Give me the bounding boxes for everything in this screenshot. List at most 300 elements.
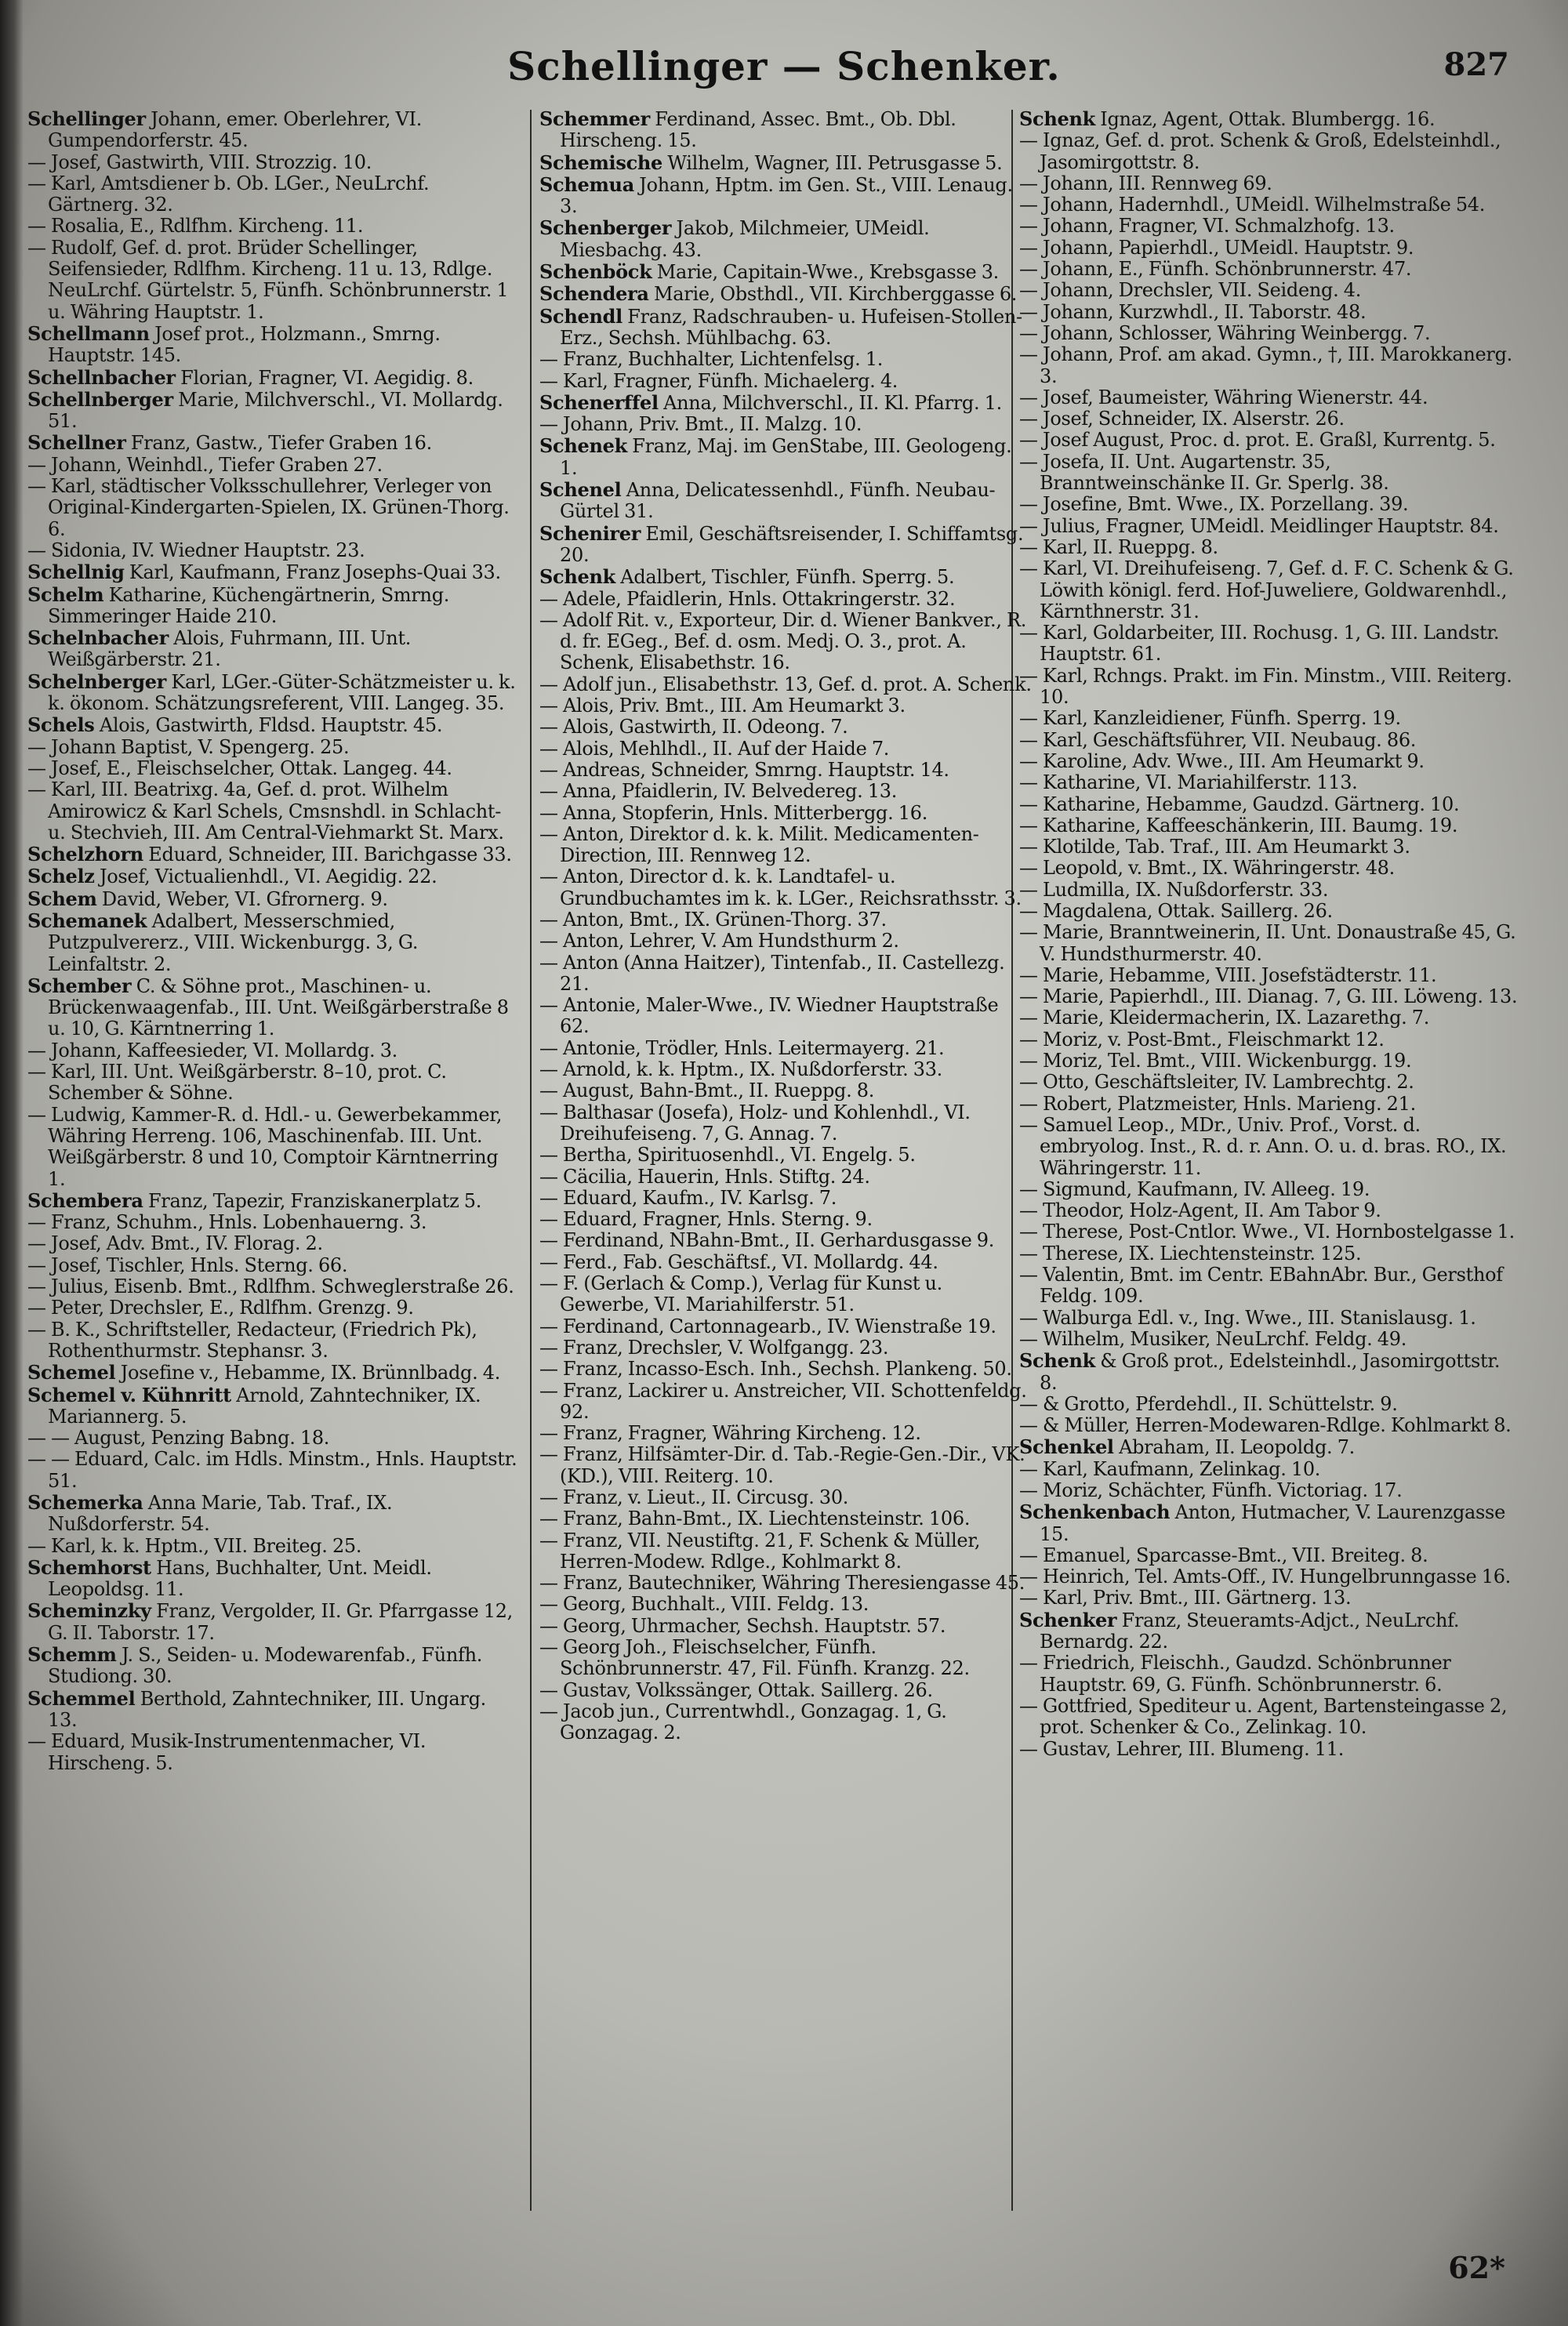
entry-surname: Schemmel: [27, 1686, 136, 1710]
directory-entry: [1019, 173, 1521, 194]
directory-entry: [1019, 1459, 1521, 1480]
directory-entry: [1019, 344, 1521, 387]
entry-text: Abraham, II. Leopoldg. 7.: [1113, 1436, 1356, 1459]
directory-entry: [539, 1381, 1032, 1424]
entry-text: — Johann, E., Fünfh. Schönbrunnerstr. 47.: [1019, 258, 1412, 281]
entry-surname: Schemel v. Kühnritt: [27, 1383, 231, 1406]
directory-entry: [539, 1167, 1032, 1188]
directory-entry: [27, 865, 520, 887]
entry-text: — Gustav, Lehrer, III. Blumeng. 11.: [1019, 1737, 1345, 1760]
directory-entry: [1019, 1094, 1521, 1115]
entry-text: Katharine, Küchengärtnerin, Smrng. Simmeringer Haide 210.: [48, 583, 450, 627]
entry-surname: Schembera: [27, 1188, 143, 1212]
entry-text: — Karl, städtischer Volksschullehrer, Verleger von Original-Kindergarten-Spielen, IX. Grünen-Thorg. 6.: [27, 475, 510, 540]
directory-entry: [27, 779, 520, 844]
entry-text: Franz, Vergolder, II. Gr. Pfarrgasse 12, G. II. Taborstr. 17.: [48, 1600, 513, 1644]
entry-text: — Otto, Geschäftsleiter, IV. Lambrechtg. 2.: [1019, 1071, 1414, 1094]
directory-entry: [539, 1209, 1032, 1230]
entry-surname: Schellner: [27, 431, 126, 455]
entry-text: — Karl, III. Beatrixg. 4a, Gef. d. prot. Wilhelm Amirowicz & Karl Schels, Cmsnshdl. in Schlacht- u. Stechvieh, III. Am Central-Viehmarkt St. Marx.: [27, 778, 504, 844]
entry-text: Ignaz, Agent, Ottak. Blumbergg. 16.: [1094, 108, 1436, 130]
entry-text: — Franz, Drechsler, V. Wolfgangg. 23.: [539, 1336, 889, 1359]
entry-text: — Georg, Buchhalt., VIII. Feldg. 13.: [539, 1593, 869, 1616]
directory-entry: [539, 1188, 1032, 1209]
directory-entry: [27, 1644, 520, 1688]
directory-entry: [27, 1255, 520, 1276]
directory-entry: [27, 1319, 520, 1363]
directory-entry: [1019, 986, 1521, 1007]
directory-entry: [1019, 622, 1521, 666]
entry-text: — — August, Penzing Babng. 18.: [27, 1427, 330, 1450]
directory-entry: [1019, 1653, 1521, 1696]
entry-text: — Alois, Mehlhdl., II. Auf der Haide 7.: [539, 737, 890, 760]
entry-surname: Schenkel: [1019, 1435, 1114, 1459]
entry-text: — Josef, Tischler, Hnls. Sterng. 66.: [27, 1254, 348, 1276]
entry-text: — B. K., Schriftsteller, Redacteur, (Friedrich Pk), Rothenthurmstr. Stephansr. 3.: [27, 1318, 477, 1362]
entry-text: C. & Söhne prot., Maschinen- u. Brückenwaagenfab., III. Unt. Weißgärberstraße 8 u. 10, G. Kärntnerring 1.: [48, 974, 509, 1040]
directory-entry: [539, 217, 1032, 261]
entry-text: — August, Bahn-Bmt., II. Rueppg. 8.: [539, 1080, 875, 1102]
entry-surname: Schellnberger: [27, 387, 173, 411]
entry-surname: Schenböck: [539, 260, 652, 284]
column-left: [27, 108, 520, 2209]
directory-entry: [27, 1428, 520, 1449]
directory-entry: [539, 349, 1032, 370]
directory-entry: [1019, 858, 1521, 879]
entry-text: — Ignaz, Gef. d. prot. Schenk & Groß, Edelsteinhdl., Jasomirgottstr. 8.: [1019, 129, 1501, 173]
directory-entry: [27, 671, 520, 715]
directory-entry: [27, 584, 520, 628]
book-spine-shadow: [0, 0, 24, 2326]
directory-entry: [1019, 815, 1521, 836]
directory-entry: [1019, 494, 1521, 515]
directory-entry: [27, 1105, 520, 1190]
directory-entry: [539, 1230, 1032, 1251]
entry-surname: Schenel: [539, 478, 622, 502]
page-title: Schellinger — Schenker.: [507, 43, 1061, 89]
directory-entry: [539, 283, 1032, 305]
entry-text: — Johann, Papierhdl., UMeidl. Hauptstr. 9.: [1019, 236, 1414, 259]
entry-text: Jakob, Milchmeier, UMeidl. Miesbachg. 43.: [560, 217, 930, 261]
directory-entry: [27, 216, 520, 237]
entry-text: Anna Marie, Tab. Traf., IX. Nußdorferstr. 54.: [48, 1492, 393, 1536]
entry-text: — Magdalena, Ottak. Saillerg. 26.: [1019, 899, 1333, 922]
entry-text: — Karl, Geschäftsführer, VII. Neubaug. 86.: [1019, 728, 1417, 751]
directory-entry: [1019, 751, 1521, 772]
directory-entry: [539, 1273, 1032, 1316]
directory-entry: [1019, 1200, 1521, 1221]
entry-text: — Eduard, Fragner, Hnls. Sterng. 9.: [539, 1208, 873, 1231]
directory-entry: [539, 1680, 1032, 1701]
entry-text: Franz, Tapezir, Franziskanerplatz 5.: [143, 1189, 482, 1212]
entry-text: Adalbert, Messerschmied, Putzpulvererz., VIII. Wickenburgg. 3, G. Leinfaltstr. 2.: [48, 909, 419, 975]
entry-text: — Leopold, v. Bmt., IX. Währingerstr. 48.: [1019, 857, 1395, 880]
directory-entry: [1019, 794, 1521, 815]
directory-entry: [539, 1145, 1032, 1166]
entry-surname: Schenker: [1019, 1608, 1117, 1631]
entry-text: — Josef, Schneider, IX. Alserstr. 26.: [1019, 408, 1345, 430]
directory-entry: [539, 1080, 1032, 1101]
entry-text: — Josef, E., Fleischselcher, Ottak. Langeg. 44.: [27, 757, 452, 779]
entry-text: — Karl, III. Unt. Weißgärberstr. 8–10, prot. C. Schember & Söhne.: [27, 1061, 447, 1105]
entry-surname: Schelz: [27, 865, 95, 888]
entry-text: — & Grotto, Pferdehdl., II. Schüttelstr. 9.: [1019, 1392, 1398, 1415]
directory-entry: [1019, 880, 1521, 901]
directory-entry: [539, 1508, 1032, 1529]
directory-entry: [539, 995, 1032, 1038]
entry-text: — Anton, Director d. k. k. Landtafel- u. Grundbuchamtes im k. k. LGer., Reichsrathsstr. 3.: [539, 865, 1022, 909]
entry-text: — Johann, Drechsler, VII. Seideng. 4.: [1019, 279, 1362, 302]
entry-text: — Karl, Amtsdiener b. Ob. LGer., NeuLrchf. Gärtnerg. 32.: [27, 172, 430, 216]
entry-text: — Marie, Branntweinerin, II. Unt. Donaustraße 45, G. V. Hundsthurmerstr. 40.: [1019, 921, 1516, 965]
entry-surname: Schemmer: [539, 108, 650, 130]
directory-entry: [1019, 1501, 1521, 1545]
entry-text: — Anton, Bmt., IX. Grünen-Thorg. 37.: [539, 908, 887, 931]
entry-text: — Franz, Schuhm., Hnls. Lobenhauerng. 3.: [27, 1211, 427, 1234]
entry-surname: Schenk: [539, 565, 615, 589]
entry-text: — Franz, VII. Neustiftg. 21, F. Schenk & Müller, Herren-Modew. Rdlge., Kohlmarkt 8.: [539, 1529, 981, 1573]
directory-entry: [27, 1040, 520, 1061]
directory-entry: [27, 1449, 520, 1492]
entry-text: — Klotilde, Tab. Traf., III. Am Heumarkt 3.: [1019, 836, 1410, 858]
entry-text: — Marie, Kleidermacherin, IX. Lazarethg. 7.: [1019, 1007, 1430, 1029]
directory-entry: [539, 174, 1032, 218]
entry-surname: Schenek: [539, 434, 627, 458]
entry-text: — Franz, Bahn-Bmt., IX. Liechtensteinstr. 106.: [539, 1508, 971, 1530]
entry-text: Johann, emer. Oberlehrer, VI. Gumpendorferstr. 45.: [48, 108, 423, 152]
entry-text: — Jacob jun., Currentwhdl., Gonzagag. 1, G. Gonzagag. 2.: [539, 1700, 947, 1744]
directory-entry: [539, 866, 1032, 909]
directory-entry: [539, 760, 1032, 781]
entry-text: — Sidonia, IV. Wiedner Hauptstr. 23.: [27, 539, 365, 561]
entry-text: — Josefa, II. Unt. Augartenstr. 35, Branntweinschänke II. Gr. Sperlg. 38.: [1019, 450, 1389, 495]
column-divider: [530, 110, 532, 2211]
directory-entry: [1019, 238, 1521, 259]
entry-surname: Schendl: [539, 304, 622, 328]
directory-entry: [539, 1337, 1032, 1359]
entry-text: — Ludwig, Kammer-R. d. Hdl.- u. Gewerbekammer, Währing Herreng. 106, Maschinenfab. III. Unt. Weißgärberstr. 8 und 10, Comptoir Kärntnerring 1.: [27, 1103, 503, 1190]
entry-text: — Karl, k. k. Hptm., VII. Breiteg. 25.: [27, 1534, 362, 1557]
directory-entry: [1019, 280, 1521, 301]
directory-entry: [1019, 708, 1521, 729]
directory-entry: [1019, 108, 1521, 130]
entry-text: — Peter, Drechsler, E., Rdlfhm. Grenzg. 9.: [27, 1297, 414, 1319]
directory-entry: [1019, 730, 1521, 751]
directory-entry: [1019, 558, 1521, 622]
entry-text: Josefine v., Hebamme, IX. Brünnlbadg. 4.: [115, 1362, 501, 1384]
entry-text: — Johann, Priv. Bmt., II. Malzg. 10.: [539, 413, 862, 436]
entry-text: J. S., Seiden- u. Modewarenfab., Fünfh. Studiong. 30.: [48, 1644, 483, 1688]
directory-entry: [1019, 1072, 1521, 1093]
entry-text: Franz, Gastw., Tiefer Graben 16.: [125, 432, 432, 455]
entry-surname: Schellmann: [27, 321, 150, 345]
entry-text: — Gottfried, Spediteur u. Agent, Bartensteingasse 2, prot. Schenker & Co., Zelinkag. 10.: [1019, 1694, 1508, 1739]
directory-entry: [27, 1362, 520, 1384]
entry-text: — Karoline, Adv. Wwe., III. Am Heumarkt 9.: [1019, 749, 1425, 772]
directory-entry: [1019, 408, 1521, 430]
entry-text: — Therese, IX. Liechtensteinstr. 125.: [1019, 1242, 1362, 1265]
directory-entry: [539, 1573, 1032, 1594]
directory-entry: [1019, 452, 1521, 495]
directory-entry: [539, 674, 1032, 695]
entry-text: Karl, LGer.-Güter-Schätzmeister u. k. k. ökonom. Schätzungsreferent, VIII. Langeg. 35.: [48, 670, 516, 715]
directory-entry: [27, 455, 520, 476]
entry-text: Franz, Radschrauben- u. Hufeisen-Stollen-Erz., Sechsh. Mühlbachg. 63.: [560, 305, 1022, 349]
entry-text: — Adolf jun., Elisabethstr. 13, Gef. d. prot. A. Schenk.: [539, 673, 1032, 695]
entry-text: Anna, Delicatessenhdl., Fünfh. Neubau-Gürtel 31.: [560, 479, 996, 523]
entry-text: Berthold, Zahntechniker, III. Ungarg. 13.: [48, 1687, 486, 1731]
entry-text: — Franz, v. Lieut., II. Circusg. 30.: [539, 1486, 849, 1508]
entry-text: — Wilhelm, Musiker, NeuLrchf. Feldg. 49.: [1019, 1327, 1407, 1350]
directory-entry: [1019, 1696, 1521, 1739]
directory-entry: [539, 1637, 1032, 1680]
entry-text: — Johann, Fragner, VI. Schmalzhofg. 13.: [1019, 215, 1395, 238]
directory-entry: [539, 1530, 1032, 1573]
entry-surname: Schellinger: [27, 108, 146, 130]
entry-text: — Cäcilia, Hauerin, Hnls. Stiftg. 24.: [539, 1165, 870, 1188]
entry-text: — Andreas, Schneider, Smrng. Hauptstr. 14.: [539, 758, 949, 781]
entry-text: — Johann, III. Rennweg 69.: [1019, 172, 1272, 194]
directory-entry: [27, 910, 520, 975]
entry-text: — Franz, Incasso-Esch. Inh., Sechsh. Plankeng. 50.: [539, 1358, 1012, 1381]
entry-text: — Johann, Kaffeesieder, VI. Mollardg. 3.: [27, 1039, 398, 1061]
entry-text: — Anton, Direktor d. k. k. Milit. Medicamenten-Direction, III. Rennweg 12.: [539, 822, 979, 867]
entry-text: — Theodor, Holz-Agent, II. Am Tabor 9.: [1019, 1199, 1381, 1222]
entry-text: — Julius, Fragner, UMeidl. Meidlinger Hauptstr. 84.: [1019, 514, 1499, 537]
directory-entry: [27, 844, 520, 865]
directory-entry: [539, 695, 1032, 717]
entry-text: — Valentin, Bmt. im Centr. EBahnAbr. Bur., Gersthof Feldg. 109.: [1019, 1264, 1503, 1308]
entry-text: Anna, Milchverschl., II. Kl. Pfarrg. 1.: [658, 391, 1002, 414]
directory-entry: [539, 824, 1032, 867]
directory-entry: [27, 1190, 520, 1212]
entry-surname: Schemm: [27, 1643, 117, 1667]
entry-text: — Katharine, Hebamme, Gaudzd. Gärtnerg. 10.: [1019, 793, 1460, 815]
entry-surname: Schemel: [27, 1361, 116, 1384]
entry-text: — Johann, Weinhdl., Tiefer Graben 27.: [27, 453, 383, 476]
directory-entry: [539, 1102, 1032, 1145]
directory-entry: [27, 108, 520, 152]
signature-mark: 62*: [1448, 2250, 1505, 2285]
directory-entry: [1019, 1308, 1521, 1329]
entry-text: — Josefine, Bmt. Wwe., IX. Porzellang. 39.: [1019, 493, 1409, 516]
directory-entry: [27, 1276, 520, 1297]
entry-surname: Schendera: [539, 282, 649, 306]
directory-entry: [1019, 130, 1521, 173]
entry-text: — Adele, Pfaidlerin, Hnls. Ottakringerstr. 32.: [539, 587, 956, 610]
entry-text: — Johann, Kurzwhdl., II. Taborstr. 48.: [1019, 300, 1367, 323]
directory-entry: [27, 758, 520, 779]
directory-entry: [539, 152, 1032, 174]
entry-text: — Marie, Papierhdl., III. Dianag. 7, G. III. Löweng. 13.: [1019, 985, 1518, 1008]
directory-entry: [27, 561, 520, 583]
entry-text: — F. (Gerlach & Comp.), Verlag für Kunst u. Gewerbe, VI. Mariahilferstr. 51.: [539, 1272, 943, 1316]
directory-entry: [539, 1059, 1032, 1080]
entry-surname: Schenk: [1019, 108, 1095, 130]
entry-text: & Groß prot., Edelsteinhdl., Jasomirgottstr. 8.: [1040, 1350, 1501, 1394]
directory-entry: [1019, 922, 1521, 965]
directory-entry: [27, 1297, 520, 1319]
entry-text: Hans, Buchhalter, Unt. Meidl. Leopoldsg. 11.: [48, 1556, 432, 1601]
directory-entry: [539, 1423, 1032, 1444]
directory-entry: [27, 1492, 520, 1536]
entry-text: — Alois, Priv. Bmt., III. Am Heumarkt 3.: [539, 695, 906, 717]
entry-text: — Julius, Eisenb. Bmt., Rdlfhm. Schweglerstraße 26.: [27, 1275, 514, 1298]
entry-text: — Karl, Kaufmann, Zelinkag. 10.: [1019, 1457, 1321, 1480]
directory-entry: [1019, 901, 1521, 922]
directory-entry: [1019, 323, 1521, 344]
entry-text: — Ferd., Fab. Geschäftsf., VI. Mollardg. 44.: [539, 1250, 938, 1273]
entry-text: — Josef August, Proc. d. prot. E. Graßl, Kurrentg. 5.: [1019, 429, 1496, 452]
directory-entry: [539, 479, 1032, 523]
directory-entry: [27, 1536, 520, 1557]
directory-entry: [1019, 1436, 1521, 1458]
entry-text: Florian, Fragner, VI. Aegidig. 8.: [175, 366, 474, 389]
entry-text: — Adolf Rit. v., Exporteur, Dir. d. Wiener Bankver., R. d. fr. EGeg., Bef. d. osm. Medj. O. 3., prot. A. Schenk, Elisabethstr. 16.: [539, 608, 1027, 674]
entry-text: — Therese, Post-Cntlor. Wwe., VI. Hornbostelgasse 1.: [1019, 1221, 1515, 1243]
entry-text: — Johann, Hadernhdl., UMeidl. Wilhelmstraße 54.: [1019, 194, 1486, 216]
entry-text: Josef prot., Holzmann., Smrng. Hauptstr. 145.: [48, 322, 441, 367]
entry-text: — Rosalia, E., Rdlfhm. Kircheng. 11.: [27, 215, 364, 238]
entry-text: — Moriz, Tel. Bmt., VIII. Wickenburgg. 19.: [1019, 1050, 1412, 1072]
entry-text: — Balthasar (Josefa), Holz- und Kohlenhdl., VI. Dreihufeiseng. 7, G. Annag. 7.: [539, 1101, 971, 1145]
entry-text: — Karl, Goldarbeiter, III. Rochusg. 1, G. III. Landstr. Hauptstr. 61.: [1019, 622, 1500, 666]
entry-text: — Marie, Hebamme, VIII. Josefstädterstr. 11.: [1019, 963, 1437, 986]
directory-entry: [1019, 1007, 1521, 1029]
directory-entry: [1019, 1243, 1521, 1265]
directory-entry: [27, 1688, 520, 1732]
directory-entry: [1019, 216, 1521, 237]
page-number: 827: [1443, 46, 1509, 83]
entry-surname: Scheminzky: [27, 1599, 151, 1623]
entry-text: — — Eduard, Calc. im Hdls. Minstm., Hnls. Hauptstr. 51.: [27, 1448, 517, 1492]
entry-text: — Franz, Bautechniker, Währing Theresiengasse 45.: [539, 1572, 1025, 1595]
entry-surname: Schels: [27, 713, 95, 737]
directory-entry: [27, 714, 520, 736]
directory-entry: [27, 1557, 520, 1601]
entry-text: — Johann Baptist, V. Spengerg. 25.: [27, 735, 350, 758]
directory-entry: [27, 627, 520, 671]
entry-text: — Gustav, Volkssänger, Ottak. Saillerg. 26.: [539, 1678, 933, 1701]
entry-text: — Franz, Buchhalter, Lichtenfelsg. 1.: [539, 348, 884, 371]
entry-text: — Georg, Uhrmacher, Sechsh. Hauptstr. 57.: [539, 1614, 946, 1637]
directory-entry: [1019, 1480, 1521, 1501]
entry-text: — Johann, Schlosser, Währing Weinbergg. 7.: [1019, 321, 1431, 344]
directory-entry: [27, 1212, 520, 1233]
entry-text: — Friedrich, Fleischh., Gaudzd. Schönbrunner Hauptstr. 69, G. Fünfh. Schönbrunnerstr. 6.: [1019, 1652, 1451, 1696]
directory-entry: [539, 931, 1032, 952]
entry-text: — Ferdinand, NBahn-Bmt., II. Gerhardusgasse 9.: [539, 1229, 995, 1252]
entry-text: — Anton (Anna Haitzer), Tintenfab., II. Castellezg. 21.: [539, 951, 1005, 995]
directory-entry: [539, 1038, 1032, 1059]
entry-text: — Katharine, Kaffeeschänkerin, III. Baumg. 19.: [1019, 814, 1458, 836]
entry-text: — Karl, Rchngs. Prakt. im Fin. Minstm., VIII. Reiterg. 10.: [1019, 664, 1512, 709]
directory-entry: [27, 1731, 520, 1774]
directory-entry: [27, 1384, 520, 1428]
directory-entry: [1019, 1029, 1521, 1051]
entry-text: — Karl, Kanzleidiener, Fünfh. Sperrg. 19.: [1019, 707, 1401, 730]
directory-entry: [539, 1252, 1032, 1273]
directory-entry: [1019, 1739, 1521, 1760]
entry-text: — Antonie, Trödler, Hnls. Leitermayerg. 21.: [539, 1036, 945, 1059]
directory-entry: [1019, 1329, 1521, 1350]
entry-text: — Karl, Priv. Bmt., III. Gärtnerg. 13.: [1019, 1587, 1352, 1609]
entry-text: Marie, Capitain-Wwe., Krebsgasse 3.: [652, 261, 999, 284]
entry-text: — Karl, Fragner, Fünfh. Michaelerg. 4.: [539, 369, 898, 392]
directory-entry: [539, 306, 1032, 350]
entry-surname: Schenkenbach: [1019, 1500, 1171, 1524]
directory-entry: [1019, 387, 1521, 408]
column-right: [1019, 108, 1521, 2209]
entry-text: — Alois, Gastwirth, II. Odeong. 7.: [539, 716, 848, 738]
entry-text: — Franz, Lackirer u. Anstreicher, VII. Schottenfeldg. 92.: [539, 1379, 1027, 1423]
directory-entry: [27, 1600, 520, 1644]
entry-text: — Anna, Stopferin, Hnls. Mitterbergg. 16.: [539, 801, 928, 824]
entry-surname: Schemanek: [27, 909, 147, 932]
directory-entry: [1019, 772, 1521, 793]
entry-text: Wilhelm, Wagner, III. Petrusgasse 5.: [662, 151, 1003, 174]
entry-text: — Franz, Hilfsämter-Dir. d. Tab.-Regie-Gen.-Dir., VK. (KD.), VIII. Reiterg. 10.: [539, 1443, 1025, 1487]
directory-entry: [539, 435, 1032, 479]
directory-entry: [1019, 1115, 1521, 1179]
entry-surname: Schenerffel: [539, 390, 659, 414]
entry-text: Eduard, Schneider, III. Barichgasse 33.: [143, 844, 512, 866]
directory-entry: [27, 323, 520, 367]
directory-entry: [1019, 836, 1521, 858]
entry-text: David, Weber, VI. Gfrornerg. 9.: [96, 887, 388, 910]
directory-entry: [539, 392, 1032, 414]
directory-entry: [539, 523, 1032, 567]
directory-entry: [539, 1444, 1032, 1487]
entry-text: — Karl, VI. Dreihufeiseng. 7, Gef. d. F. C. Schenk & G. Löwith königl. ferd. Hof-Juweliere, Goldwarenhdl., Kärnthnerstr. 31.: [1019, 557, 1514, 622]
entry-text: — Emanuel, Sparcasse-Bmt., VII. Breiteg. 8.: [1019, 1544, 1428, 1566]
directory-entry: [27, 152, 520, 173]
directory-entry: [539, 566, 1032, 588]
directory-entry: [539, 610, 1032, 674]
entry-text: Anton, Hutmacher, V. Laurenzgasse 15.: [1040, 1501, 1505, 1545]
entry-text: Alois, Gastwirth, Fldsd. Hauptstr. 45.: [94, 714, 443, 737]
directory-entry: [1019, 666, 1521, 709]
directory-entry: [1019, 1350, 1521, 1394]
directory-entry: [1019, 302, 1521, 323]
entry-text: — & Müller, Herren-Modewaren-Rdlge. Kohlmarkt 8.: [1019, 1414, 1512, 1437]
entry-text: — Eduard, Kaufm., IV. Karlsg. 7.: [539, 1186, 837, 1209]
entry-surname: Schellnbacher: [27, 365, 176, 389]
entry-surname: Schelm: [27, 582, 104, 606]
entry-surname: Schemhorst: [27, 1555, 151, 1579]
entry-text: — Ferdinand, Cartonnagearb., IV. Wienstraße 19.: [539, 1315, 996, 1337]
entry-text: — Sigmund, Kaufmann, IV. Alleeg. 19.: [1019, 1178, 1370, 1200]
directory-entry: [539, 108, 1032, 152]
entry-text: — Heinrich, Tel. Amts-Off., IV. Hungelbrunngasse 16.: [1019, 1566, 1511, 1588]
entry-text: — Anton, Lehrer, V. Am Hundsthurm 2.: [539, 930, 899, 953]
directory-entry: [539, 717, 1032, 738]
entry-text: Emil, Geschäftsreisender, I. Schiffamtsg. 20.: [560, 522, 1024, 566]
column-middle: [539, 108, 1032, 2209]
directory-entry: [27, 367, 520, 389]
directory-entry: [27, 888, 520, 910]
directory-entry: [1019, 1051, 1521, 1072]
directory-entry: [539, 261, 1032, 283]
directory-entry: [539, 738, 1032, 760]
entry-text: Adalbert, Tischler, Fünfh. Sperrg. 5.: [615, 566, 955, 589]
entry-text: Alois, Fuhrmann, III. Unt. Weißgärberstr. 21.: [48, 627, 412, 671]
entry-surname: Schenk: [1019, 1349, 1095, 1373]
directory-entry: [1019, 1179, 1521, 1200]
entry-text: Josef, Victualienhdl., VI. Aegidig. 22.: [94, 865, 437, 888]
directory-entry: [539, 1701, 1032, 1744]
entry-text: — Anna, Pfaidlerin, IV. Belvedereg. 13.: [539, 780, 898, 803]
